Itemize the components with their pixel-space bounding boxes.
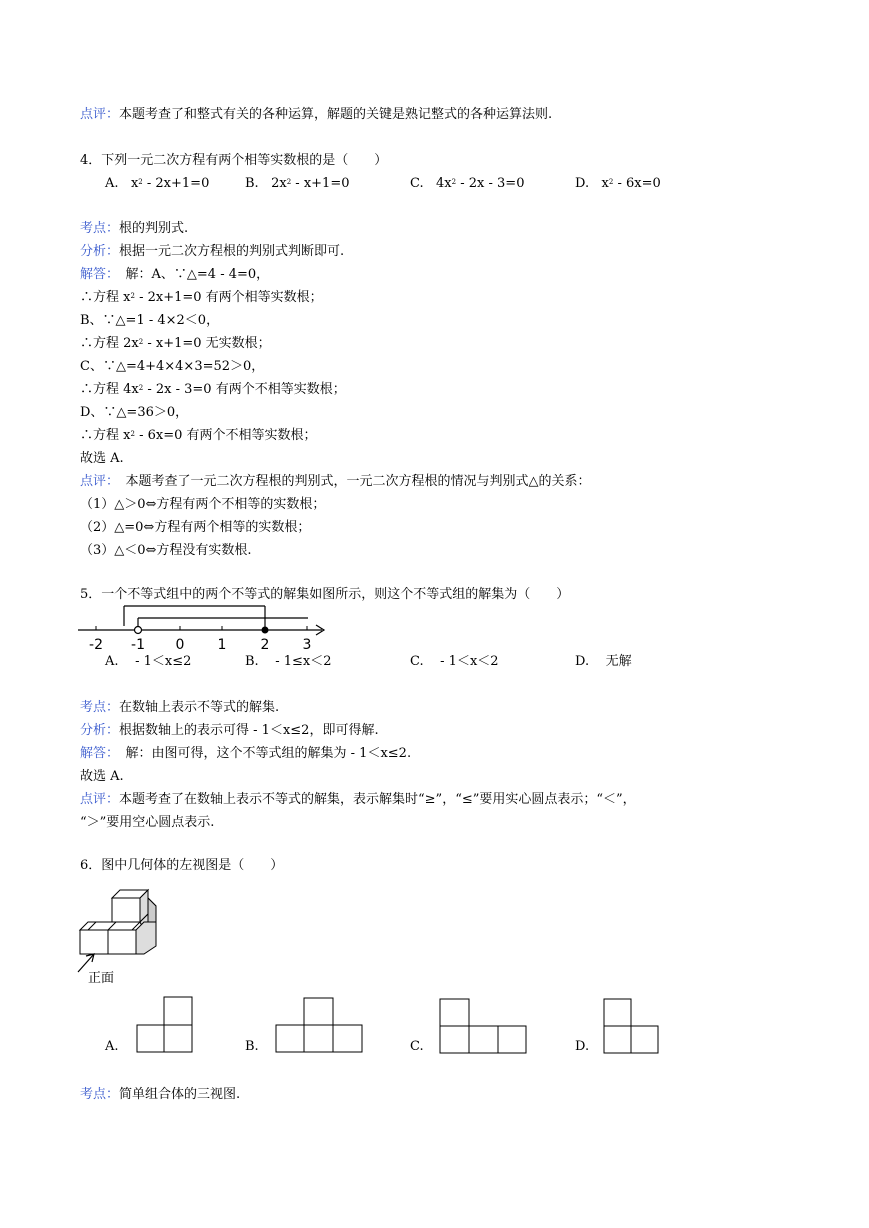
q6-option-d[interactable]: D.: [575, 1039, 590, 1054]
option-text: - 6x=0: [613, 176, 661, 191]
option-letter: D.: [575, 176, 590, 191]
option-text: - 1＜x≤2: [135, 654, 192, 669]
tick-label: 0: [175, 637, 185, 653]
superscript: 2: [130, 292, 135, 300]
fenxi-text: 根据数轴上的表示可得 - 1＜x≤2，即可得解.: [119, 723, 379, 738]
fenxi-text: 根据一元二次方程根的判别式判断即可.: [119, 244, 345, 259]
option-letter: C.: [410, 654, 424, 669]
option-text: 4x: [436, 176, 452, 191]
square: [333, 1025, 362, 1052]
tick-label: -2: [89, 637, 103, 653]
q6-option-b[interactable]: B.: [245, 1039, 259, 1054]
option-letter: C.: [410, 176, 424, 191]
q4-option-c[interactable]: [410, 176, 524, 192]
number-line-figure: [76, 604, 332, 654]
q6-option-c-figure[interactable]: [439, 998, 527, 1054]
option-text: - x+1=0: [291, 176, 350, 191]
dianping-text: 本题考查了一元二次方程根的判别式，一元二次方程根的情况与判别式△的关系：: [112, 474, 591, 489]
line-text: - 6x=0 有两个不相等实数根；: [134, 428, 317, 443]
square: [164, 997, 192, 1025]
option-text: x: [601, 176, 609, 191]
kaodian-text: 在数轴上表示不等式的解集.: [119, 700, 280, 715]
square: [604, 999, 631, 1026]
q4-line-5: [80, 382, 346, 398]
q5-stem: 5．一个不等式组中的两个不等式的解集如图所示，则这个不等式组的解集为（ ）: [80, 587, 570, 602]
top-cube-front: [112, 898, 140, 922]
line-text: - 2x+1=0 有两个相等实数根；: [134, 290, 323, 305]
bottom-cube-right: [108, 930, 136, 954]
q5-fenxi: [80, 723, 379, 739]
jieda-label: 解答：: [80, 746, 113, 761]
q4-line-4: C、∵△=4+4×4×3=52＞0，: [80, 359, 265, 374]
bottom-cube-side: [136, 922, 156, 954]
fenxi-label: 分析：: [80, 244, 120, 259]
q4-case-2: （2）△=0⇔方程有两个相等的实数根；: [80, 520, 311, 535]
line-text: - x+1=0 无实数根；: [143, 336, 271, 351]
kaodian-label: 考点：: [80, 700, 120, 715]
superscript: 2: [608, 178, 614, 186]
q4-case-1: （1）△＞0⇔方程有两个不相等的实数根；: [80, 497, 326, 512]
q4-kaodian: [80, 221, 188, 237]
q6-option-c[interactable]: C.: [410, 1039, 424, 1054]
line-text: ∴方程 x: [80, 428, 131, 443]
square: [440, 999, 469, 1026]
q6-option-a-figure[interactable]: [136, 996, 194, 1054]
jieda-text: 解：由图可得，这个不等式组的解集为 - 1＜x≤2.: [112, 746, 412, 761]
superscript: 2: [138, 178, 143, 186]
kaodian-label: 考点：: [80, 221, 120, 236]
superscript: 2: [138, 338, 144, 346]
option-letter: B.: [245, 176, 259, 191]
superscript: 2: [286, 178, 292, 186]
q4-option-d[interactable]: [575, 176, 661, 192]
tick-label: 3: [302, 637, 312, 653]
square: [604, 1026, 631, 1053]
q5-option-c[interactable]: [410, 654, 499, 670]
dianping-label: 点评：: [80, 792, 120, 807]
q4-dianping: [80, 474, 591, 490]
q6-stem: 6．图中几何体的左视图是（ ）: [80, 858, 284, 873]
line-text: ∴方程 2x: [80, 336, 139, 351]
q5-dianping: [80, 792, 636, 808]
square: [276, 1025, 304, 1052]
q5-dianping-2: “＞”要用空心圆点表示.: [80, 815, 215, 830]
option-text: 无解: [605, 654, 632, 669]
q4-line-3: [80, 336, 271, 352]
q4-option-a[interactable]: [105, 176, 209, 192]
option-text: - 2x+1=0: [142, 176, 210, 191]
q4-line-2: B、∵△=1 - 4×2＜0，: [80, 313, 220, 328]
q6-option-a[interactable]: A.: [105, 1039, 119, 1054]
square: [469, 1026, 498, 1053]
tick-label: -1: [131, 637, 145, 653]
q4-line-8: 故选 A.: [80, 451, 124, 466]
square: [137, 1025, 164, 1052]
square: [304, 998, 333, 1025]
q6-option-b-figure[interactable]: [275, 997, 363, 1053]
q6-option-d-figure[interactable]: [603, 998, 659, 1054]
tick-label: 2: [260, 637, 270, 653]
option-letter: B.: [245, 654, 259, 669]
square: [440, 1026, 469, 1053]
line-text: ∴方程 4x: [80, 382, 139, 397]
q5-kaodian: [80, 700, 279, 716]
line-text: - 2x - 3=0 有两个不相等实数根；: [143, 382, 346, 397]
square: [164, 1025, 192, 1052]
option-text: - 1＜x＜2: [440, 654, 499, 669]
q5-option-b[interactable]: [245, 654, 332, 670]
bottom-cube-left: [80, 930, 108, 954]
q4-fenxi: [80, 244, 344, 260]
square: [631, 1026, 658, 1053]
dianping-label: 点评：: [80, 474, 113, 489]
square: [304, 1025, 333, 1052]
dianping-text: 本题考查了在数轴上表示不等式的解集，表示解集时“≥”，“≤”要用实心圆点表示；“＜”，: [119, 792, 636, 807]
superscript: 2: [451, 178, 457, 186]
q4-stem: 4．下列一元二次方程有两个相等实数根的是（ ）: [80, 153, 388, 168]
q6-kaodian: [80, 1087, 240, 1103]
fenxi-label: 分析：: [80, 723, 120, 738]
jieda-text: 解：A、∵△=4 - 4=0，: [112, 267, 270, 282]
comment-label: 点评：: [80, 107, 120, 122]
option-text: - 2x - 3=0: [456, 176, 525, 191]
front-arrow: [78, 954, 94, 972]
q5-line-1: 故选 A.: [80, 769, 124, 784]
solid-dot: [262, 627, 269, 634]
comment-text: 本题考查了和整式有关的各种运算，解题的关键是熟记整式的各种运算法则.: [119, 107, 553, 122]
open-dot: [135, 627, 142, 634]
superscript: 2: [130, 430, 135, 438]
q4-option-b[interactable]: [245, 176, 350, 192]
q5-option-d[interactable]: [575, 654, 632, 670]
option-letter: D.: [575, 654, 590, 669]
q5-jieda: [80, 746, 411, 762]
superscript: 2: [138, 384, 144, 392]
kaodian-label: 考点：: [80, 1087, 120, 1102]
option-text: - 1≤x＜2: [275, 654, 332, 669]
jieda-label: 解答：: [80, 267, 113, 282]
option-letter: A.: [105, 176, 119, 191]
tick-label: 1: [217, 637, 227, 653]
q4-jieda: [80, 267, 269, 283]
q4-line-6: D、∵△=36＞0，: [80, 405, 189, 420]
square: [498, 1026, 526, 1053]
option-letter: A.: [105, 654, 119, 669]
kaodian-text: 简单组合体的三视图.: [119, 1087, 241, 1102]
option-text: 2x: [271, 176, 287, 191]
q5-option-a[interactable]: [105, 654, 191, 670]
front-label: 正面: [88, 971, 115, 986]
q4-line-1: [80, 290, 323, 306]
comment-q3: [80, 107, 552, 123]
line-text: ∴方程 x: [80, 290, 131, 305]
q4-case-3: （3）△＜0⇔方程没有实数根.: [80, 543, 252, 558]
option-text: x: [130, 176, 139, 191]
solid-figure: [76, 886, 166, 986]
kaodian-text: 根的判别式.: [119, 221, 189, 236]
q4-line-7: [80, 428, 317, 444]
